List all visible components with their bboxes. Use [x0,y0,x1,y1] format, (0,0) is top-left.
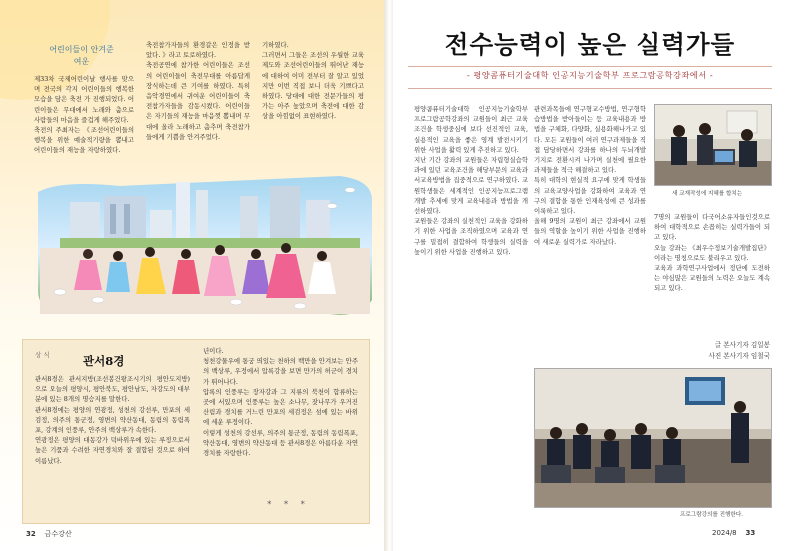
left-article-column-1: 제33차 국제어린이날 행사를 맞으며 전국의 각지 어린이들의 행복한 모습을 담은 축전 가 진행되었다. 어린이들은 무대에서 노래와 춤으로 사람들의 마음을 즐겁게 해주었다. 축전의 주최자는 《조선어린이들의 행복을 위한 예술적기량을 뽐내고 어린이들의 재능을 자랑하였다. [34,75,134,155]
page-gutter [384,0,393,551]
common-knowledge-box [22,339,370,524]
author-writer: 글 본사기자 김일봉 [714,341,770,349]
left-page-number: 32 [26,530,36,538]
article-heading: 어린이들이 안겨준 여운 [49,45,114,66]
left-article-column-2: 축전참가자들의 환경갈은 인정을 받았다. 》라고 토로하였다. 축전공연에 참가한 어린이들은 조선의 어린이들이 축전무대를 아름답게 장식하는데 큰 기여를 하였다. 특히 음악경연에서 귀여운 어린이들이 축전참가자들을 감동시켰다. 어린이들은 자기들의 재능을 마음껏 뽐내며 무대에 올라 노래하고 춤추며 축전참가들에게 기쁨을 안겨주었다. [146,41,250,141]
box-column-2: 년이다. 청천강물우에 통궁 띄있는 천하의 백만을 안겨보는 안주의 백상루, 우정에서 압록강을 보면 만가의 허군이 경치가 뛰어나다. 압록의 인풍루는 장자강과 그 지류의 북천이 합류하는 곳에 서있으며 인풍루는 높은 소나무, 잣나무가 우거진 산림과 경치를 거느린 만포의 세검정은 섬에 있는 바위에 세운 루정이다. 이렇게 성천의 강선루, 의주의 통군정, 동림의 동림폭포, 약산동대, 영변의 약산동대 등 관서8경은 아름다운 자연경치를 자랑한다. [203,347,358,458]
photo-caption-2: 프로그람강의를 진행한다. [680,512,743,518]
classroom-lecture-photo [534,368,772,508]
right-article-column-2: 관련과목들에 연구형교수방법, 연구형학습방법을 받아들이는 등 교육내용과 방법을 구체화, 다양화, 실용화해나가고 있다. 모든 교원들이 여러 연구과제들을 직접 담당하면서 강좌를 하나의 두뇌개발기지로 전환시켜 나가며 실천에 필요한 과제들을 적극 해결하고 있다. 특히 대학의 현실적 요구에 맞게 학생들의 교육교양사업을 강화하여 교육과 연구의 결합을 통한 인재육성에 큰 성과를 이룩하고 있다. 올해 9명의 교원이 최근 강좌에서 교원들의 역할을 높이기 위한 사업을 진행하여 새로운 실력가로 자라났다. [534,105,646,246]
right-article-title: 전수능력이 높은 실력가들 [444,30,736,59]
author-photographer: 사진 본사기자 임철국 [708,351,770,360]
left-page [0,0,384,551]
right-article-column-1: 평양콤퓨터기술대학 인공지능기술학부 프로그람공학강좌의 교원들이 최근 교육조건을 학생중심에 보다 선진적인 교육, 실용적인 교육을 좋은 영계 발전시키기 위한 사업을 활력 있게 추진하고 있다. 지난 기간 강좌의 교원들은 자립형실습학과에 있던 교육조건을 해당부문의 교육과 서교육방법을 집중적으로 연구하였다. 교원학생들은 세계적인 인공지능프로그램개발 추세에 맞게 교육내용과 방법을 개선하였다. 교원들은 강좌의 실천적인 교육을 강화하기 위한 사업을 조직하였으며 교육과 연구를 밀접히 결합하여 학생들의 실력을 높이기 위한 사업을 진행하고 있다. [414,105,528,256]
right-article-subtitle: - 평양콤퓨터기술대학 인공지능기술학부 프로그람공학강좌에서 - [466,70,714,80]
issue-date: 2024/8 [712,529,737,537]
box-title: 관서8경 [83,354,125,368]
subtitle-rule-top [408,66,772,67]
subtitle-rule-bottom [408,88,772,89]
teachers-meeting-photo [654,104,772,186]
magazine-name: 금수강산 [44,530,72,538]
article-author-block [654,340,770,361]
box-column-1: 관서8경은 관서지방(조선봉건왕조시기의 평안도지방)으로 오늘의 평양시, 평안북도, 평안남도, 자강도의 대부분에 있는 8개의 명승지를 말한다. 관서8경에는 평양의 연광정, 성천의 강선루, 만포의 세검정, 의주의 통군정, 영변의 약산동대, 동림의 동림폭포, 강계의 인풍루, 안주의 백상루가 속한다. 연광정은 평양의 대동강가 덕바위우에 있는 루정으로서 높은 기품과 수려한 자연경치와 잘 결합된 것으로 하여 이름났다. [35,375,190,465]
box-separator-stars: * * * [267,500,305,509]
right-footer [712,529,755,537]
left-article-column-3: 기하였다. 그러면서 그들은 조선의 우월한 교육제도와 조선어린이들의 뛰어난 재능에 대하여 이미 전부터 잘 알고 있었지만 이번 직접 보니 더욱 기쁘다고 하였다. 당대에 대한 전문가들의 평가는 아주 높았으며 축전에 대한 감상을 아낌없이 표현하였다. [262,41,364,121]
photo-caption-1: 새 교재작성에 지혜를 합치는 [672,191,743,197]
box-tag: 상 식 [35,351,50,359]
right-page-number: 33 [745,529,756,537]
left-footer [26,529,72,539]
right-article-column-3: 7명의 교원들이 다국어소유자들인것으로 하여 대학적으로 손꼽히는 실력가들이 되고 있다. 오늘 강좌는 《최우수정보기술개발집단》이라는 명칭으로도 불리우고 있다. 교육과 과학연구사업에서 정단에 도전하는 야심많은 교원들의 노력은 오늘도 계속되고 있다. [654,213,770,293]
